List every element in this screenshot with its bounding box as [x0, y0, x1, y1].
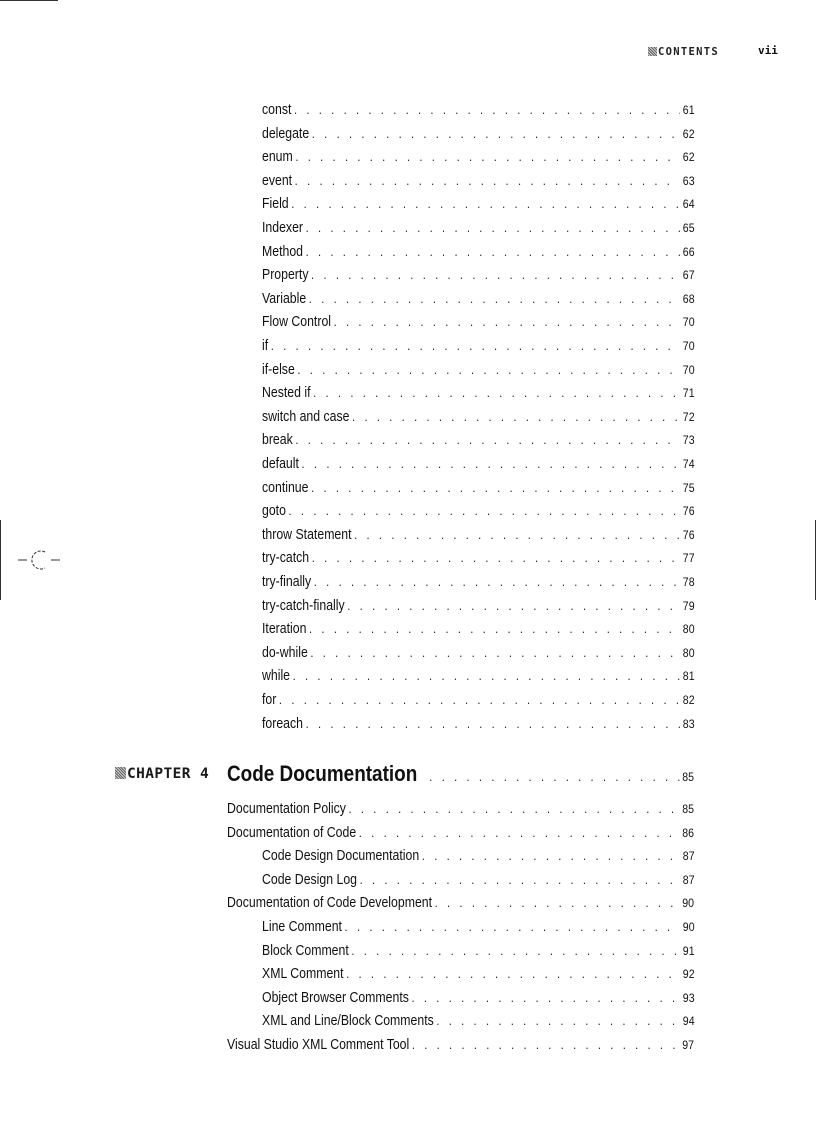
toc-entry-page: 67	[682, 268, 695, 283]
toc-entry-title: Method	[262, 243, 304, 260]
toc-entry[interactable]	[262, 240, 695, 264]
toc-entry[interactable]	[262, 287, 695, 311]
toc-entry-title: break	[262, 432, 293, 449]
leader-dots	[436, 1009, 680, 1033]
toc-entry[interactable]	[262, 169, 695, 193]
toc-entry-title: Block Comment	[262, 942, 349, 959]
toc-entry[interactable]	[262, 546, 695, 570]
leader-dots	[311, 263, 680, 287]
toc-entry-title: Code Design Documentation	[262, 848, 420, 865]
toc-entry-page: 80	[682, 622, 695, 637]
toc-entry-title: switch and case	[262, 408, 350, 425]
toc-entry-title: Iteration	[262, 621, 307, 638]
toc-entry-page: 61	[682, 103, 695, 117]
toc-entry-title: while	[262, 668, 291, 685]
toc-entry-title: Indexer	[262, 220, 304, 236]
chapter-title: Code Documentation	[227, 761, 418, 786]
leader-dots	[360, 868, 681, 892]
leader-dots	[279, 688, 680, 712]
toc-entry[interactable]	[262, 452, 695, 476]
toc-entry-title: try-finally	[262, 574, 312, 590]
toc-entry[interactable]	[262, 428, 695, 452]
toc-entry[interactable]	[262, 192, 695, 216]
toc-entry-title: if-else	[262, 361, 295, 378]
leader-dots	[297, 358, 680, 382]
section-label: CONTENTS	[648, 46, 719, 58]
leader-dots	[312, 122, 680, 146]
leader-dots	[354, 523, 680, 547]
leader-dots	[422, 844, 680, 868]
toc-entry-page: 90	[682, 896, 694, 911]
toc-entry-title: foreach	[262, 715, 304, 732]
toc-entry-page: 75	[682, 480, 695, 495]
toc-entry-page: 73	[682, 433, 695, 448]
leader-dots	[359, 821, 680, 845]
registration-mark-icon	[18, 548, 60, 572]
toc-entry-title: Variable	[262, 290, 307, 307]
toc-entry-title: Line Comment	[262, 919, 342, 935]
leader-dots	[435, 891, 680, 915]
leader-dots	[313, 381, 680, 405]
toc-entry[interactable]	[262, 476, 695, 500]
leader-dots	[306, 240, 681, 264]
toc-entry[interactable]	[262, 688, 695, 712]
toc-entry[interactable]	[262, 962, 695, 986]
toc-entry[interactable]	[227, 797, 694, 821]
toc-entry[interactable]	[262, 664, 695, 688]
leader-dots	[411, 986, 680, 1010]
toc-entry[interactable]	[227, 891, 694, 915]
toc-entry-page: 79	[682, 598, 695, 613]
toc-entry[interactable]	[262, 868, 695, 892]
leader-dots	[309, 617, 680, 641]
leader-dots	[271, 334, 680, 358]
toc-entry-title: Property	[262, 267, 309, 284]
toc-entry-page: 74	[682, 457, 695, 471]
toc-entry-title: const	[262, 102, 292, 118]
toc-entry-title: delegate	[262, 125, 310, 142]
toc-entry-page: 85	[682, 802, 694, 816]
toc-entry-page: 71	[682, 386, 695, 401]
toc-entry[interactable]	[262, 310, 695, 334]
toc-entry-title: for	[262, 692, 277, 708]
leader-dots	[302, 452, 681, 476]
toc-entry-title: Object Browser Comments	[262, 989, 409, 1006]
leader-dots	[346, 962, 680, 986]
toc-entry-title: default	[262, 456, 299, 472]
toc-entry-title: XML Comment	[262, 966, 344, 983]
leader-dots	[289, 499, 681, 523]
toc-entry[interactable]	[262, 216, 695, 240]
toc-entry[interactable]	[262, 712, 695, 736]
toc-entry-title: Nested if	[262, 385, 311, 402]
toc-entry-page: 62	[682, 150, 695, 165]
toc-entry-title: do-while	[262, 644, 308, 661]
toc-entry[interactable]	[262, 986, 695, 1010]
leader-dots	[352, 405, 680, 429]
toc-entry[interactable]	[262, 641, 695, 665]
leader-dots	[412, 1033, 680, 1057]
page-number: vii	[758, 44, 778, 57]
toc-entry-page: 63	[682, 173, 695, 188]
leader-dots	[334, 310, 681, 334]
toc-entry-title: continue	[262, 479, 309, 496]
leader-dots	[294, 98, 680, 122]
toc-entry-page: 68	[682, 291, 695, 306]
toc-entry[interactable]	[262, 939, 695, 963]
leader-dots	[314, 570, 680, 594]
toc-entry-title: Documentation of Code Development	[227, 895, 433, 912]
leader-dots	[295, 428, 680, 452]
toc-entry-page: 83	[682, 716, 695, 731]
toc-entry-page: 92	[682, 967, 695, 982]
crop-mark-top	[0, 0, 58, 1]
toc-entry-title: if	[262, 338, 269, 354]
toc-entry-page: 70	[682, 315, 695, 330]
crop-mark-left	[0, 520, 1, 600]
toc-entry-page: 93	[682, 990, 695, 1005]
toc-entry[interactable]	[262, 523, 695, 547]
toc-entry-page: 94	[682, 1014, 695, 1029]
toc-entry-title: event	[262, 172, 293, 189]
toc-entry[interactable]	[262, 381, 695, 405]
toc-entry-page: 86	[682, 825, 694, 840]
leader-dots	[295, 169, 681, 193]
toc-entry-page: 65	[682, 221, 695, 235]
toc-entry-page: 76	[682, 527, 695, 542]
toc-entry-page: 62	[682, 126, 695, 141]
toc-entry-title: Documentation Policy	[227, 801, 346, 817]
toc-entry[interactable]	[262, 98, 695, 122]
chapter-heading	[0, 760, 816, 788]
toc-entry[interactable]	[262, 263, 695, 287]
toc-entry-page: 72	[682, 409, 695, 424]
toc-entry-page: 91	[682, 943, 695, 958]
toc-entry-page: 78	[682, 575, 695, 589]
leader-dots	[429, 763, 679, 791]
toc-entry-page: 70	[682, 339, 695, 353]
leader-dots	[293, 664, 681, 688]
toc-entry-page: 64	[682, 197, 695, 212]
running-header	[0, 42, 816, 62]
toc-entry[interactable]	[262, 499, 695, 523]
toc-entry-title: Field	[262, 196, 289, 213]
toc-entry[interactable]	[262, 358, 695, 382]
toc-entry-page: 82	[682, 693, 695, 707]
toc-entry[interactable]	[262, 570, 695, 594]
leader-dots	[291, 192, 680, 216]
toc-entry-page: 90	[682, 920, 695, 934]
toc-entry[interactable]	[262, 122, 695, 146]
toc-entry-page: 80	[682, 645, 695, 660]
chapter-entry[interactable]	[227, 760, 694, 788]
toc-entry[interactable]	[227, 1033, 694, 1057]
toc-entry-page: 87	[682, 872, 695, 887]
toc-entry-page: 87	[682, 849, 695, 864]
toc-entry-title: Documentation of Code	[227, 824, 357, 841]
toc-entry-title: Code Design Log	[262, 871, 358, 888]
toc-entry-page: 76	[682, 504, 695, 519]
chapter-label: CHAPTER 4	[115, 766, 209, 782]
toc-entry[interactable]	[262, 145, 695, 169]
toc-entry-title: XML and Line/Block Comments	[262, 1013, 434, 1030]
toc-entry-page: 97	[682, 1038, 694, 1052]
leader-dots	[306, 216, 681, 240]
leader-dots	[345, 915, 681, 939]
chapter-page: 85	[682, 770, 694, 784]
toc-entry[interactable]	[262, 334, 695, 358]
toc-entry-title: enum	[262, 149, 293, 166]
toc-entry[interactable]	[262, 1009, 695, 1033]
toc-entry[interactable]	[262, 915, 695, 939]
leader-dots	[349, 797, 680, 821]
toc-entry-page: 77	[682, 551, 695, 566]
toc-entry[interactable]	[227, 821, 694, 845]
toc-entry[interactable]	[262, 844, 695, 868]
leader-dots	[310, 641, 680, 665]
toc-entry-title: Flow Control	[262, 314, 332, 331]
toc-entry[interactable]	[262, 405, 695, 429]
leader-dots	[295, 145, 680, 169]
toc-entry-title: try-catch	[262, 550, 310, 567]
toc-entry-title: throw Statement	[262, 526, 352, 543]
toc-entry[interactable]	[262, 617, 695, 641]
toc-entry-page: 81	[682, 669, 695, 684]
leader-dots	[309, 287, 680, 311]
toc-entry-title: Visual Studio XML Comment Tool	[227, 1037, 410, 1053]
leader-dots	[311, 476, 680, 500]
leader-dots	[347, 594, 680, 618]
toc-entry-title: goto	[262, 503, 286, 520]
toc-entry-title: try-catch-finally	[262, 597, 345, 614]
toc-entry[interactable]	[262, 594, 695, 618]
toc-entry-page: 70	[682, 362, 695, 377]
leader-dots	[351, 939, 680, 963]
toc-entry-page: 66	[682, 244, 695, 259]
leader-dots	[306, 712, 681, 736]
leader-dots	[312, 546, 680, 570]
